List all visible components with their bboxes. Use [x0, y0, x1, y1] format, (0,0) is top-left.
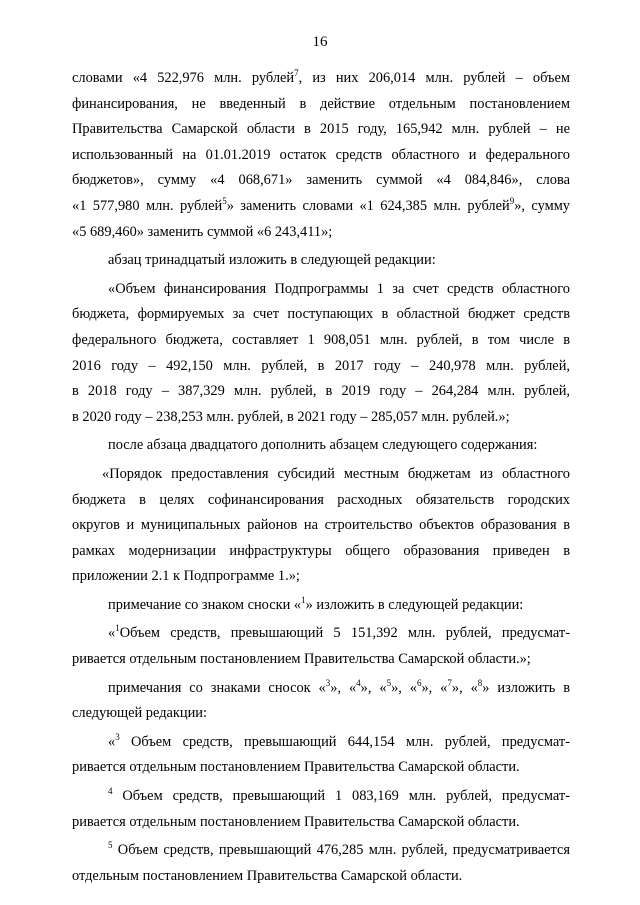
text-line: «Объем финансирования Подпрограммы 1 за счет средств областного — [108, 280, 570, 297]
text-line: ривается отдельным постановлением Правительства Самарской области. — [72, 813, 520, 830]
text-line: использованный на 01.01.2019 остаток средств областного и федерального — [72, 146, 570, 163]
text-line: абзац тринадцатый изложить в следующей редакции: — [108, 252, 436, 269]
text-line: «Порядок предоставления субсидий местным бюджетам из областного — [102, 465, 570, 482]
text-line: бюджетов», сумму «4 068,671» заменить суммой «4 084,846», слова — [72, 172, 570, 189]
text-line: примечания со знаками сносок «$^3$», «$^4$», «$^5$», «$^6$», «$^7$», «$^8$» изложить в — [108, 677, 571, 696]
text-line: рамках модернизации инфраструктуры общего образования приведен в — [72, 542, 570, 559]
text-line: ривается отдельным постановлением Правительства Самарской области.»; — [72, 651, 531, 668]
text-line: 2016 году – 492,150 млн. рублей, в 2017 году – 240,978 млн. рублей, — [72, 357, 570, 374]
text-line: финансирования, не введенный в действие отдельным постановлением — [72, 95, 570, 112]
text-line: «1 577,980 млн. рублей$^5$» заменить словами «1 624,385 млн. рублей$^9$», сумму — [72, 196, 570, 214]
text-line: $^5$ Объем средств, превышающий 476,285 млн. рублей, предусматривается — [108, 840, 570, 859]
text-line: ривается отдельным постановлением Правительства Самарской области. — [72, 759, 520, 776]
text-line: бюджета в целях софинансирования расходных обязательств городских — [72, 491, 570, 508]
text-line: отдельным постановлением Правительства Самарской области. — [72, 867, 463, 884]
text-line: $^4$ Объем средств, превышающий 1 083,169 млн. рублей, предусмат- — [108, 786, 570, 805]
text-line: в 2020 году – 238,253 млн. рублей, в 2021 году – 285,057 млн. рублей.»; — [72, 408, 510, 425]
text-line: в 2018 году – 387,329 млн. рублей, в 2019 году – 264,284 млн. рублей, — [72, 383, 570, 400]
text-line: федерального бюджета, составляет 1 908,051 млн. рублей, в том числе в — [72, 331, 570, 348]
page-number: 16 — [312, 34, 328, 50]
text-line: следующей редакции: — [72, 705, 207, 722]
document-body — [72, 66, 570, 889]
text-line: бюджета, формируемых за счет поступающих в областной бюджет средств — [72, 306, 570, 323]
text-line: «5 689,460» заменить суммой «6 243,411»; — [72, 223, 333, 240]
text-line: «$^3$ Объем средств, превышающий 644,154 млн. рублей, предусмат- — [108, 732, 570, 750]
text-line: «$^1$Объем средств, превышающий 5 151,392 млн. рублей, предусмат- — [108, 623, 570, 642]
text-line: приложении 2.1 к Подпрограмме 1.»; — [72, 568, 300, 585]
text-line: округов и муниципальных районов на строительство объектов образования в — [72, 517, 570, 534]
text-line: Правительства Самарской области в 2015 году, 165,942 млн. рублей – не — [72, 121, 570, 138]
text-line: примечание со знаком сноски «$^1$» изложить в следующей редакции: — [108, 595, 524, 613]
text-line: после абзаца двадцатого дополнить абзацем следующего содержания: — [108, 437, 538, 454]
text-line: словами «4 522,976 млн. рублей$^7$, из них 206,014 млн. рублей – объем — [72, 68, 570, 86]
